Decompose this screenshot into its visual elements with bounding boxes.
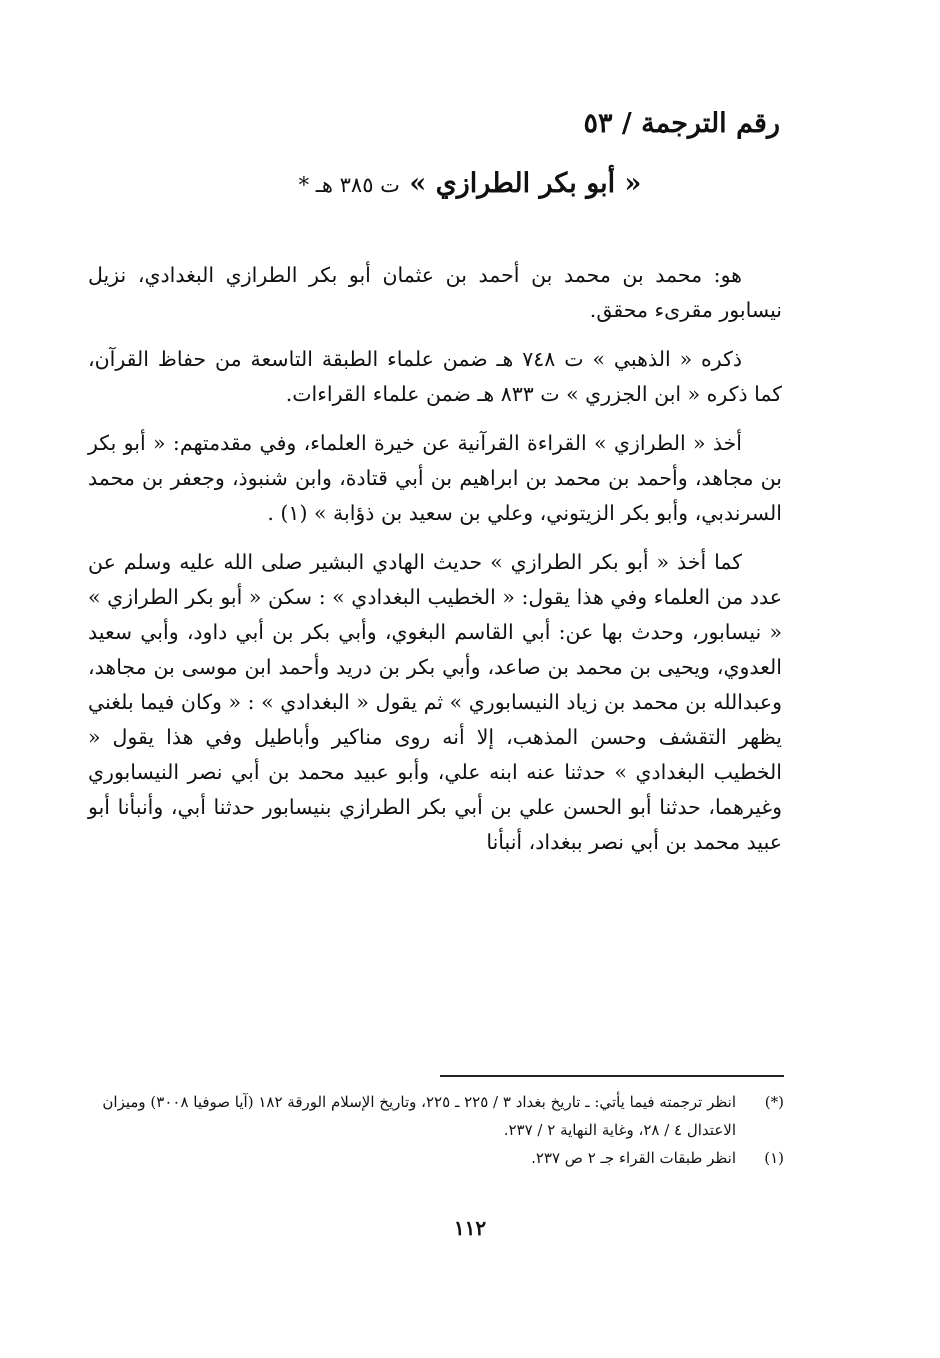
footnote-text: انظر ترجمته فيما يأتي: ـ تاريخ بغداد ٣ / ٢٢٥ ـ ٢٢٥، وتاريخ الإسلام الورقة ١٨٢ (آيا صوفيا ٣٠٠٨) وميزان الاعتدال ٤ / ٢٨، وغاية النهاية ٢ / ٢٣٧. — [102, 1093, 736, 1139]
footnote-item — [92, 1144, 784, 1172]
paragraph-teachers: أخذ « الطرازي » القراءة القرآنية عن خيرة العلماء، وفي مقدمتهم: « أبو بكر بن مجاهد، وأحمد بن محمد بن ابراهيم بن أبي قتادة، وابن شنبوذ، وجعفر بن محمد السرندبي، وأبو بكر الزيتوني، وعلي بن سعيد بن ذؤابة » (١) . — [88, 431, 782, 525]
footnote-mark: (*) — [764, 1093, 784, 1111]
paragraph-identity: هو: محمد بن محمد بن أحمد بن عثمان أبو بكر الطرازي البغدادي، نزيل نيسابور مقرىء محقق. — [88, 263, 782, 322]
footnote-item — [92, 1088, 784, 1144]
paragraph-hadith: كما أخذ « أبو بكر الطرازي » حديث الهادي البشير صلى الله عليه وسلم عن عدد من العلماء وفي هذا يقول: « الخطيب البغدادي » : سكن « أبو بكر الطرازي » « نيسابور، وحدث بها عن: أبي القاسم البغوي، وأبي بكر بن أبي داود، وأبي سعيد العدوي، ويحيى بن محمد بن صاعد، وأبي بكر بن دريد وأحمد ابن موسى بن مجاهد، وعبدالله بن محمد بن زياد النيسابوري » ثم يقول « البغدادي » : « وكان فيما بلغني يظهر التقشف وحسن المذهب، إلا أنه روى مناكير وأباطيل وفي هذا يقول « الخطيب البغدادي » حدثنا عنه ابنه علي، وأبو عبيد محمد بن أبي نصر النيسابوري وغيرهما، حدثنا أبو الحسن علي بن أبي بكر الطرازي بنيسابور حدثنا أبي، وأنبأنا أبو عبيد محمد بن أبي نصر ببغداد، أنبأنا — [88, 550, 782, 854]
biography-name: « أبو بكر الطرازي » — [409, 168, 642, 199]
death-date: ت ٣٨٥ هـ * — [298, 173, 400, 197]
paragraph-mentions: ذكره « الذهبي » ت ٧٤٨ هـ ضمن علماء الطبقة التاسعة من حفاظ القرآن، كما ذكره « ابن الجزري » ت ٨٣٣ هـ ضمن علماء القراءات. — [88, 347, 782, 406]
page-number: ١١٢ — [453, 1216, 487, 1240]
footnote-divider — [440, 1075, 784, 1077]
footnote-text: انظر طبقات القراء جـ ٢ ص ٢٣٧. — [531, 1149, 736, 1167]
footnotes — [92, 1088, 784, 1172]
biography-title — [0, 168, 940, 199]
footnote-mark: (١) — [764, 1149, 784, 1167]
translation-number-heading: رقم الترجمة / ٥٣ — [583, 108, 780, 139]
biography-body — [88, 258, 782, 874]
